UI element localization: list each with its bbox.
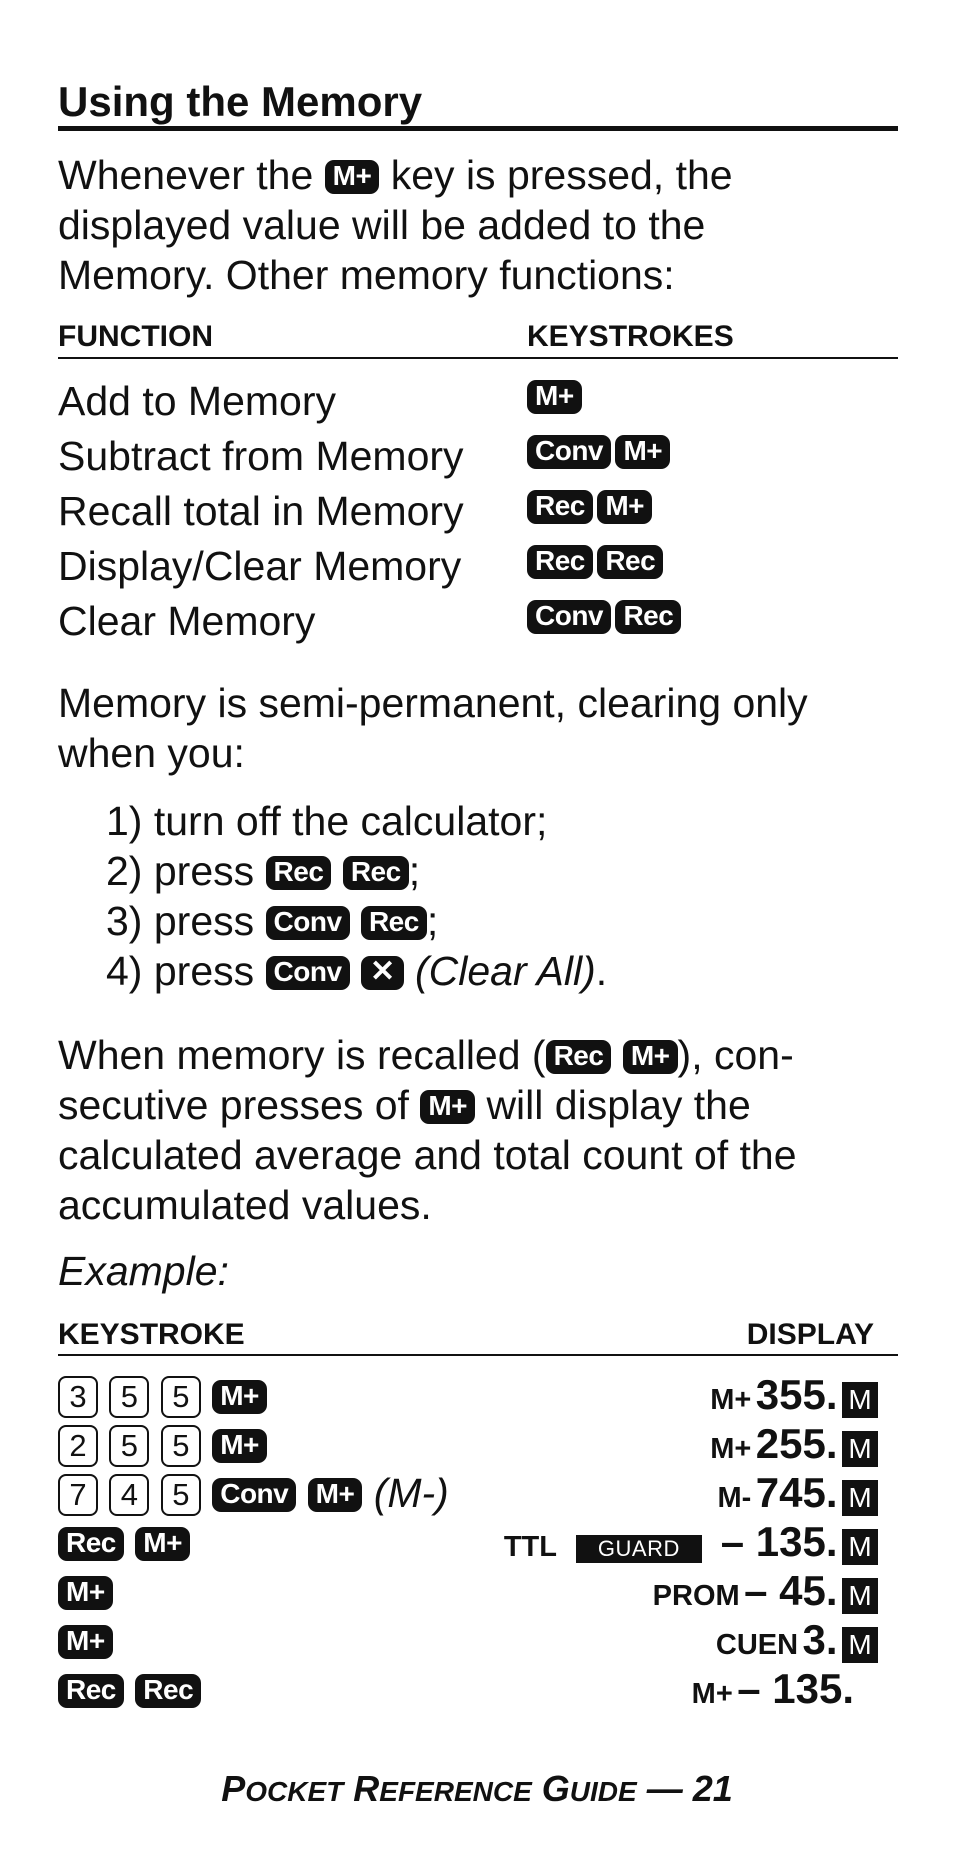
- rec-key: Rec: [343, 856, 409, 890]
- digit-key: 2: [58, 1425, 98, 1467]
- mplus-key: M+: [212, 1429, 267, 1463]
- list-item-3: 3) press Conv Rec ;: [106, 898, 439, 944]
- rec-key: Rec: [615, 600, 681, 634]
- function-column-header: FUNCTION: [58, 320, 213, 353]
- mplus-key: M+: [597, 490, 652, 524]
- section-heading: Using the Memory: [58, 78, 423, 125]
- rec-key: Rec: [361, 906, 427, 940]
- memory-indicator: M: [842, 1480, 878, 1516]
- intro-line-1: Whenever the M+ key is pressed, the: [58, 152, 733, 198]
- digit-key: 3: [58, 1376, 98, 1418]
- clear-x-key: ✕: [361, 956, 404, 990]
- example-label: Example:: [58, 1248, 229, 1294]
- example-row-2: [58, 1419, 878, 1469]
- digit-key: 5: [109, 1425, 149, 1467]
- rec-key: Rec: [58, 1527, 124, 1561]
- digit-key: 5: [161, 1474, 201, 1516]
- list-item-2: 2) press Rec Rec ;: [106, 848, 421, 894]
- mplus-key: M+: [615, 435, 670, 469]
- rec-key: Rec: [527, 490, 593, 524]
- memory-indicator: M: [842, 1529, 878, 1565]
- function-subtract: Subtract from Memory: [58, 433, 464, 479]
- mplus-key: M+: [420, 1090, 475, 1124]
- display-mode: M+: [691, 1678, 733, 1710]
- rec-key: Rec: [546, 1040, 612, 1074]
- example-row-7: [58, 1664, 878, 1714]
- function-add: Add to Memory: [58, 378, 336, 424]
- function-table-rule: [58, 357, 898, 359]
- rec-key: Rec: [135, 1674, 201, 1708]
- display-value: – 45.: [744, 1567, 838, 1614]
- guard-indicator: GUARD: [576, 1535, 702, 1563]
- conv-key: Conv: [527, 600, 611, 634]
- keys-recall: [527, 490, 652, 524]
- mplus-key: M+: [527, 380, 582, 414]
- mplus-key: M+: [308, 1478, 363, 1512]
- example-row-6: [58, 1615, 878, 1665]
- keystroke-column-header: KEYSTROKE: [58, 1318, 245, 1351]
- rec-key: Rec: [266, 856, 332, 890]
- display-mode: CUEN: [715, 1629, 799, 1661]
- conv-key: Conv: [266, 906, 350, 940]
- keys-clear: [527, 600, 681, 634]
- display-column-header: DISPLAY: [746, 1318, 874, 1351]
- mplus-key: M+: [325, 160, 380, 194]
- example-row-4: [58, 1517, 878, 1567]
- rec-key: Rec: [527, 545, 593, 579]
- digit-key: 7: [58, 1474, 98, 1516]
- rec-key: Rec: [597, 545, 663, 579]
- mplus-key: M+: [623, 1040, 678, 1074]
- rec-key: Rec: [58, 1674, 124, 1708]
- example-table-rule: [58, 1354, 898, 1356]
- display-mode: TTL: [503, 1531, 557, 1563]
- example-row-5: [58, 1566, 878, 1616]
- digit-key: 5: [109, 1376, 149, 1418]
- display-value: 745.: [755, 1469, 838, 1516]
- keys-subtract: [527, 435, 670, 469]
- function-display-clear: Display/Clear Memory: [58, 543, 462, 589]
- display-mode: M+: [710, 1384, 752, 1416]
- keystrokes-column-header: KEYSTROKES: [527, 320, 734, 353]
- function-clear: Clear Memory: [58, 598, 316, 644]
- display-value: – 135.: [720, 1518, 838, 1565]
- example-row-3: [58, 1468, 878, 1518]
- example-row-1: [58, 1370, 878, 1420]
- digit-key: 5: [161, 1425, 201, 1467]
- intro-line-2: displayed value will be added to the: [58, 202, 706, 248]
- recall-paragraph: When memory is recalled ( Rec M+ ), con- secutive presses of M+ will display the calculated average and total count of the accumulated values.: [58, 1032, 797, 1228]
- function-recall: Recall total in Memory: [58, 488, 464, 534]
- display-value: – 135.: [737, 1665, 854, 1712]
- mplus-key: M+: [58, 1576, 113, 1610]
- page-footer: POCKET REFERENCE GUIDE — 21: [221, 1768, 733, 1809]
- semi-permanent-paragraph: Memory is semi-permanent, clearing only when you:: [58, 680, 808, 776]
- conv-key: Conv: [212, 1478, 296, 1512]
- mplus-key: M+: [135, 1527, 190, 1561]
- intro-line-3: Memory. Other memory functions:: [58, 252, 675, 298]
- keys-display-clear: [527, 545, 663, 579]
- mplus-key: M+: [212, 1380, 267, 1414]
- keystroke-note: (M-): [373, 1470, 449, 1516]
- digit-key: 4: [109, 1474, 149, 1516]
- conv-key: Conv: [527, 435, 611, 469]
- heading-rule: [58, 126, 898, 131]
- list-item-1: 1) turn off the calculator;: [106, 798, 548, 844]
- display-mode: M+: [710, 1433, 752, 1465]
- memory-indicator: M: [842, 1578, 878, 1614]
- display-value: 355.: [755, 1371, 838, 1418]
- memory-indicator: M: [842, 1431, 878, 1467]
- display-value: 3.: [802, 1616, 838, 1663]
- intro-paragraph: [58, 150, 918, 300]
- digit-key: 5: [161, 1376, 201, 1418]
- page-number: — 21: [646, 1768, 733, 1809]
- display-mode: PROM: [652, 1580, 740, 1612]
- memory-indicator: M: [842, 1382, 878, 1418]
- display-mode: M-: [717, 1482, 752, 1514]
- list-item-4: 4) press Conv ✕ (Clear All).: [106, 948, 608, 994]
- mplus-key: M+: [58, 1625, 113, 1659]
- conv-key: Conv: [266, 956, 350, 990]
- keys-add: [527, 380, 582, 414]
- display-value: 255.: [755, 1420, 838, 1467]
- memory-indicator: M: [842, 1627, 878, 1663]
- clear-conditions-list: [106, 796, 607, 996]
